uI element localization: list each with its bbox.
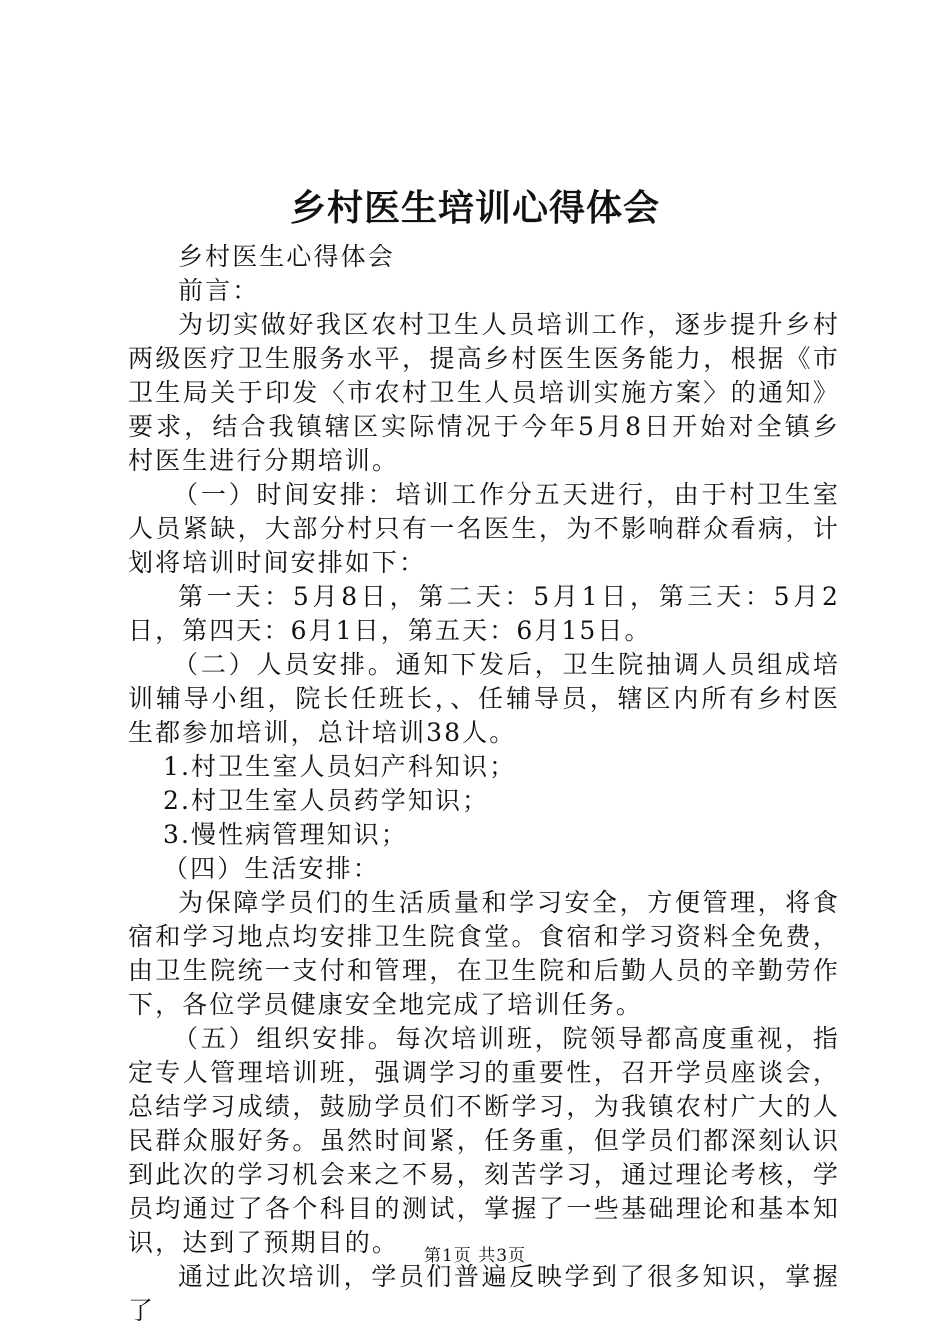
- paragraph-organization: （五）组织安排。每次培训班，院领导都高度重视，指定专人管理培训班，强调学习的重要性，召开学员座谈会，总结学习成绩，鼓励学员们不断学习，为我镇农村广大的人民群众服好务。虽然时间紧，任务重，但学员们都深刻认识到此次的学习机会来之不易，刻苦学习，通过理论考核，学员均通过了各个科目的测试，掌握了一些基础理论和基本知识，达到了预期目的。: [128, 1024, 840, 1257]
- paragraph-living-heading: （四）生活安排：: [163, 854, 380, 883]
- paragraph-course-2: 2.村卫生室人员药学知识；: [163, 786, 490, 815]
- paragraph-course-1: 1.村卫生室人员妇产科知识；: [163, 752, 517, 781]
- paragraph-schedule: 第一天：5月8日，第二天：5月1日，第三天：5月2日，第四天：6月1日，第五天：6月15日。: [128, 582, 840, 645]
- document-title: 乡村医生培训心得体会: [289, 187, 660, 229]
- paragraph-living-arrangement: 为保障学员们的生活质量和学习安全，方便管理，将食宿和学习地点均安排卫生院食堂。食宿和学习资料全免费，由卫生院统一支付和管理，在卫生院和后勤人员的辛勤劳作下，各位学员健康安全地完成了培训任务。: [128, 888, 840, 1019]
- paragraph-staff-arrangement: （二）人员安排。通知下发后，卫生院抽调人员组成培训辅导小组，院长任班长，、任辅导员，辖区内所有乡村医生都参加培训，总计培训38人。: [128, 650, 840, 747]
- paragraph-conclusion: 通过此次培训，学员们普遍反映学到了很多知识，掌握了: [128, 1262, 840, 1325]
- paragraph-preface-label: 前言：: [178, 276, 260, 305]
- document-body: [128, 240, 840, 1328]
- page-footer: 第1页 共3页: [423, 1246, 527, 1266]
- paragraph-time-arrangement: （一）时间安排：培训工作分五天进行，由于村卫生室人员紧缺，大部分村只有一名医生，为不影响群众看病，计划将培训时间安排如下：: [128, 480, 840, 577]
- paragraph-intro: 为切实做好我区农村卫生人员培训工作，逐步提升乡村两级医疗卫生服务水平，提高乡村医生医务能力，根据《市卫生局关于印发〈市农村卫生人员培训实施方案〉的通知》要求，结合我镇辖区实际情况于今年5月8日开始对全镇乡村医生进行分期培训。: [128, 310, 840, 475]
- paragraph-subtitle: 乡村医生心得体会: [178, 242, 395, 271]
- paragraph-course-3: 3.慢性病管理知识；: [163, 820, 408, 849]
